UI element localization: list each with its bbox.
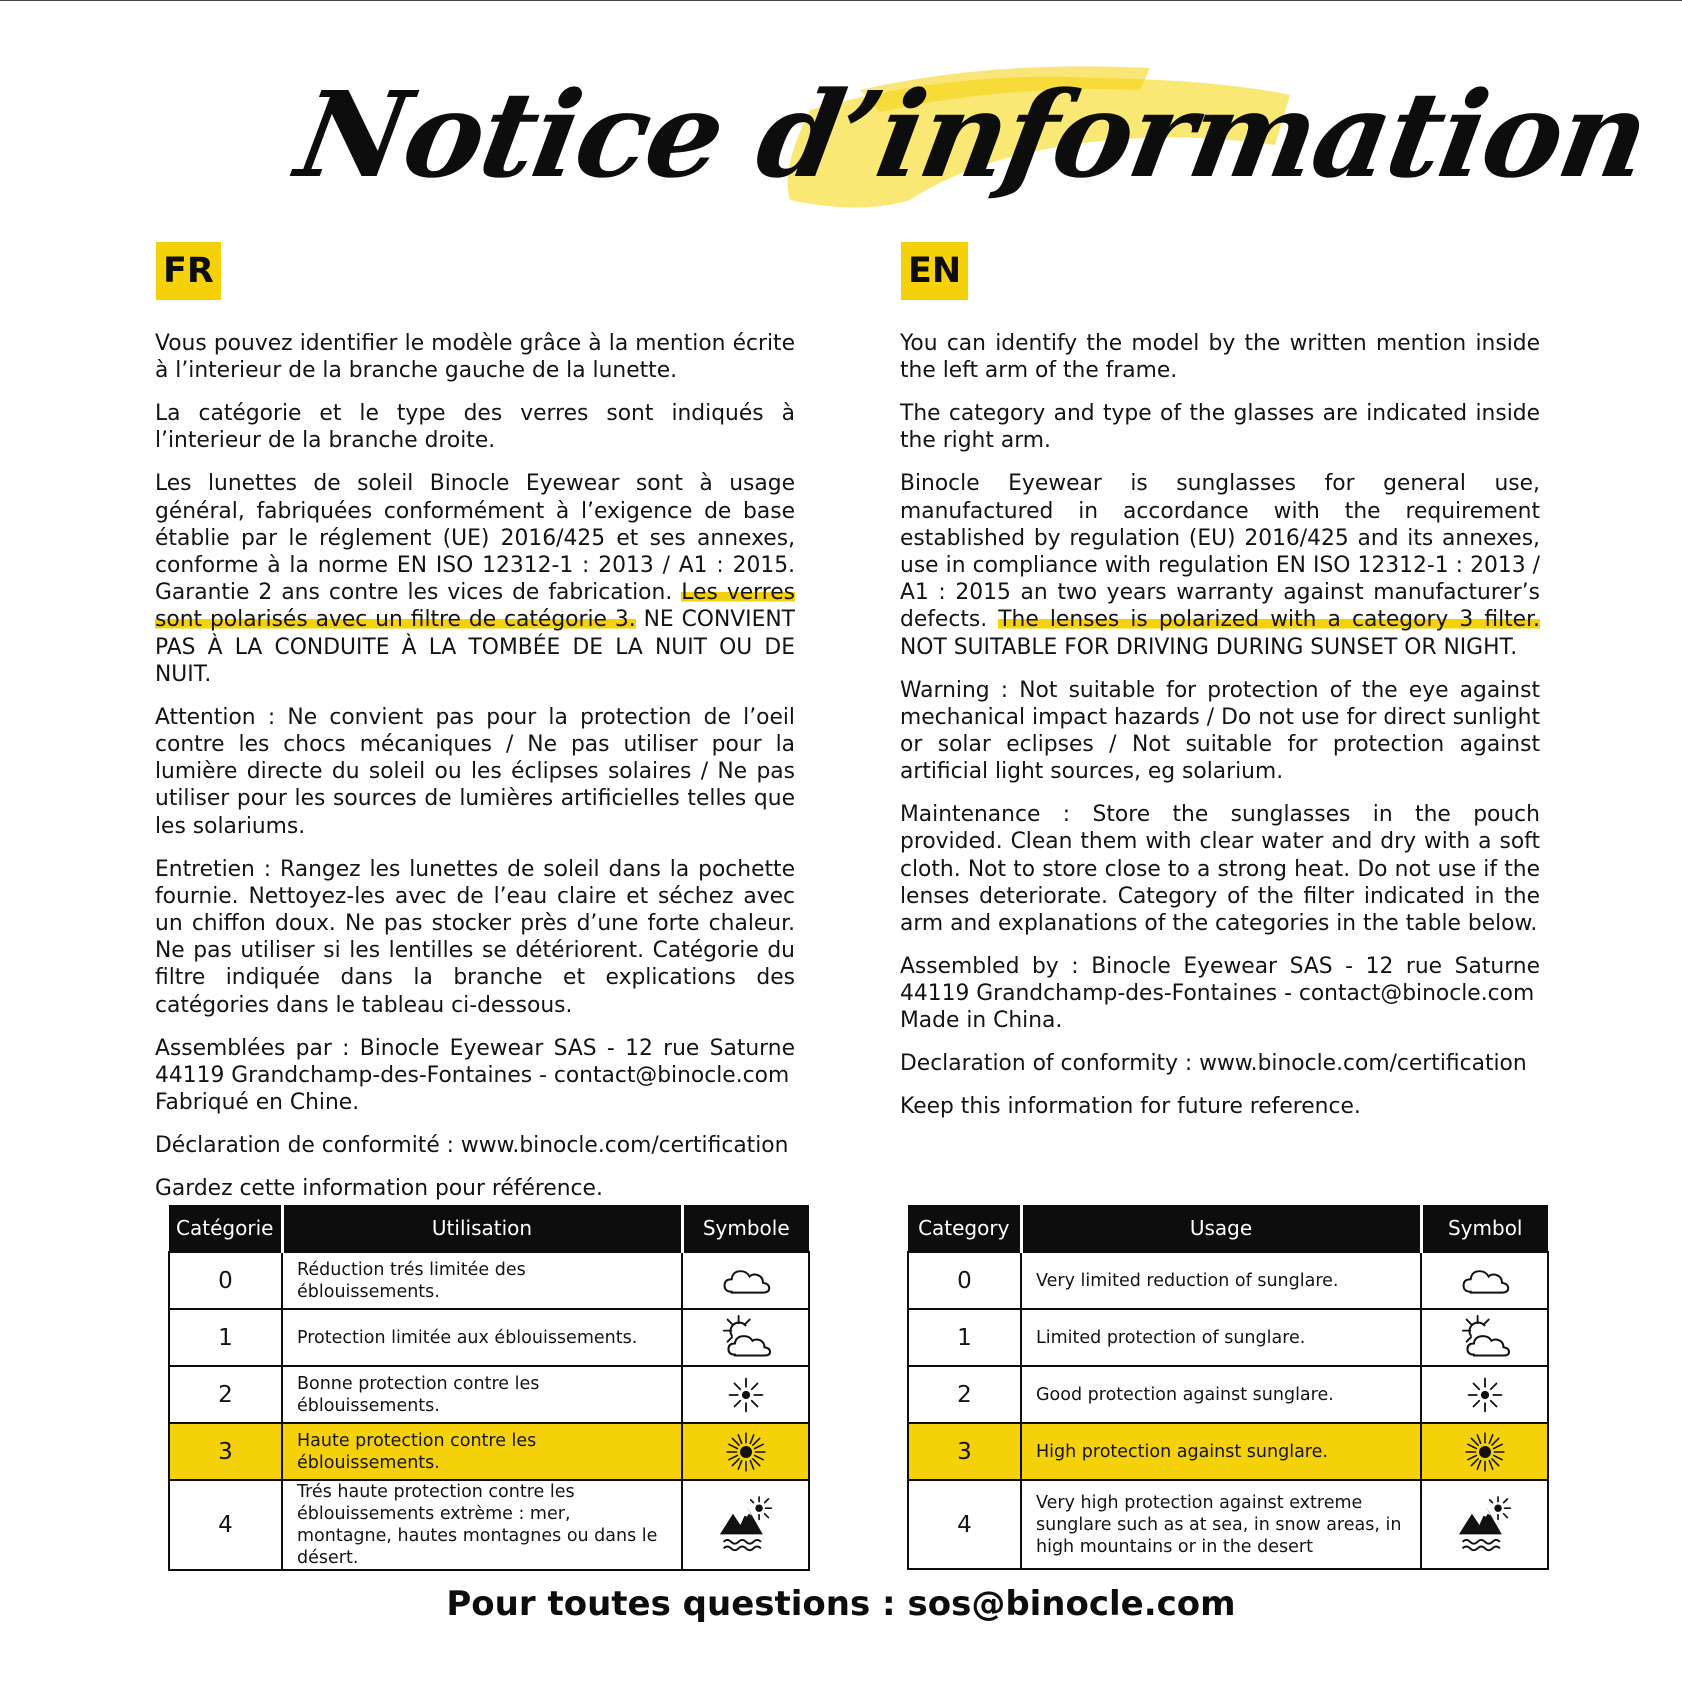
en-paragraph-category: The category and type of the glasses are indicated inside the right arm. [900,401,1540,454]
category-cell: 2 [908,1366,1021,1423]
strong-sun-icon [722,1431,770,1473]
sun-cloud-icon [720,1314,772,1362]
strong-sun-icon [1461,1431,1509,1473]
fr-driving-warning: NE CONVIENT PAS À LA CONDUITE À LA TOMBÉE DE LA NUIT OU DE NUIT. [155,607,795,687]
fr-paragraph-attention: Attention : Ne convient pas pour la protection de l’oeil contre les chocs mécaniques / Ne pas utiliser pour la lumière directe du soleil ou les éclipses solaires / Ne pas utiliser pour les sources de lumières artificielles telles que les solariums. [155,704,795,839]
top-border [0,0,1682,1]
category-cell: 4 [908,1480,1021,1569]
column-header-symbol: Symbole [682,1205,809,1252]
symbol-cell [682,1366,809,1423]
usage-cell: High protection against sunglare. [1021,1423,1421,1480]
fr-paragraph-keep: Gardez cette information pour référence. [155,1176,603,1202]
en-paragraph-model: You can identify the model by the written mention inside the left arm of the frame. [900,331,1540,384]
symbol-cell [1421,1309,1548,1366]
title-block [287,40,1658,240]
symbol-cell [1421,1480,1548,1569]
fr-column [155,242,795,1202]
symbol-cell [682,1480,809,1570]
table-header-row [169,1205,809,1252]
fr-usage-text: Les lunettes de soleil Binocle Eyewear sont à usage général, fabriquées conformément à l’exigence de base établie par le réglement (UE) 2016/425 et ses annexes, conforme à la norme EN ISO 12312-1 : 2013 / A1 : 2015. Garantie 2 ans contre les vices de fabrication. [155,471,795,606]
fr-paragraph-category: La catégorie et le type des verres sont indiqués à l’interieur de la branche droite. [155,401,795,454]
column-header-symbol: Symbol [1421,1205,1548,1252]
category-cell: 3 [908,1423,1021,1480]
fr-paragraph-maintenance: Entretien : Rangez les lunettes de soleil dans la pochette fournie. Nettoyez-les avec de l’eau claire et séchez avec un chiffon doux. Ne pas stocker près d’une forte chaleur. Ne pas utiliser si les lentilles se détériorent. Catégorie du filtre indiquée dans la branche et explications des catégories dans le tableau ci-dessous. [155,856,795,1018]
usage-cell: Réduction trés limitée des éblouissements. [282,1252,682,1309]
fr-made-in: Fabriqué en Chine. [155,1090,360,1116]
table-row [169,1252,809,1309]
en-usage-text: Binocle Eyewear is sunglasses for general use, manufactured in accordance with the requirement established by regulation (EU) 2016/425 and its annexes, use in compliance with regulation EN ISO 12312-1 : 2013 / A1 : 2015 an two years warranty against manufacturer’s defects. [900,471,1540,633]
en-made-in: Made in China. [900,1008,1063,1034]
column-header-category: Catégorie [169,1205,282,1252]
usage-cell: Very limited reduction of sunglare. [1021,1252,1421,1309]
category-cell: 4 [169,1480,282,1570]
fr-paragraph-conformity: Déclaration de conformité : www.binocle.com/certification [155,1133,789,1159]
table-row [908,1480,1548,1569]
symbol-cell [1421,1252,1548,1309]
column-header-category: Category [908,1205,1021,1252]
category-cell: 1 [169,1309,282,1366]
usage-cell: Trés haute protection contre les éblouissements extrème : mer, montagne, hautes montagnes ou dans le désert. [282,1480,682,1570]
footer-contact: Pour toutes questions : sos@binocle.com [446,1584,1236,1624]
en-paragraph-usage [900,470,1540,660]
symbol-cell [682,1309,809,1366]
en-language-badge: EN [901,242,968,300]
sun-cloud-icon [1459,1314,1511,1362]
en-driving-warning: NOT SUITABLE FOR DRIVING DURING SUNSET OR NIGHT. [900,634,1518,660]
column-header-usage: Usage [1021,1205,1421,1252]
category-cell: 2 [169,1366,282,1423]
en-paragraph-keep: Keep this information for future reference. [900,1094,1361,1120]
symbol-cell [682,1252,809,1309]
en-paragraph-conformity: Declaration of conformity : www.binocle.com/certification [900,1051,1527,1077]
cloud-icon [721,1263,771,1299]
en-polarized-highlight: The lenses is polarized with a category 3 filter. [998,607,1540,633]
table-row-highlighted [169,1423,809,1480]
fr-paragraph-usage [155,470,795,688]
fr-polarized-highlight: Les verres sont polarisés avec un filtre de catégorie 3. [155,580,795,633]
symbol-cell [1421,1423,1548,1480]
table-row [908,1252,1548,1309]
column-header-usage: Utilisation [282,1205,682,1252]
fr-paragraph-assembled [155,1035,795,1117]
category-cell: 1 [908,1309,1021,1366]
en-paragraph-maintenance: Maintenance : Store the sunglasses in the pouch provided. Clean them with clear water and dry with a soft cloth. Not to store close to a strong heat. Do not use if the lenses deteriorate. Category of the filter indicated in the arm and explanations of the categories in the table below. [900,802,1540,937]
table-row [169,1480,809,1570]
table-row [169,1309,809,1366]
sun-icon [723,1375,769,1415]
category-cell: 0 [908,1252,1021,1309]
mountain-sun-water-icon [718,1495,774,1555]
fr-assembled-text: Assemblées par : Binocle Eyewear SAS - 12 rue Saturne 44119 Grandchamp-des-Fontaines - contact@binocle.com [155,1035,795,1088]
category-cell: 3 [169,1423,282,1480]
table-row [908,1366,1548,1423]
sun-icon [1462,1375,1508,1415]
en-category-table [907,1205,1549,1570]
en-paragraph-assembled [900,953,1540,1035]
table-row [908,1309,1548,1366]
symbol-cell [1421,1366,1548,1423]
en-paragraph-warning: Warning : Not suitable for protection of the eye against mechanical impact hazards / Do not use for direct sunlight or solar eclipses / Not suitable for protection against artificial light sources, eg solarium. [900,677,1540,785]
en-column [900,242,1540,1121]
cloud-icon [1460,1263,1510,1299]
usage-cell: Protection limitée aux éblouissements. [282,1309,682,1366]
usage-cell: Haute protection contre les éblouissements. [282,1423,682,1480]
fr-paragraph-model: Vous pouvez identifier le modèle grâce à la mention écrite à l’interieur de la branche gauche de la lunette. [155,331,795,384]
symbol-cell [682,1423,809,1480]
usage-cell: Bonne protection contre les éblouissements. [282,1366,682,1423]
table-row-highlighted [908,1423,1548,1480]
fr-category-table [168,1205,810,1571]
usage-cell: Good protection against sunglare. [1021,1366,1421,1423]
fr-language-badge: FR [156,242,221,300]
category-cell: 0 [169,1252,282,1309]
en-assembled-text: Assembled by : Binocle Eyewear SAS - 12 rue Saturne 44119 Grandchamp-des-Fontaines - contact@binocle.com [900,954,1540,1007]
table-row [169,1366,809,1423]
mountain-sun-water-icon [1457,1495,1513,1555]
table-header-row [908,1205,1548,1252]
usage-cell: Limited protection of sunglare. [1021,1309,1421,1366]
page-title: Notice d’information [287,65,1658,204]
usage-cell: Very high protection against extreme sunglare such as at sea, in snow areas, in high mountains or in the desert [1021,1480,1421,1569]
